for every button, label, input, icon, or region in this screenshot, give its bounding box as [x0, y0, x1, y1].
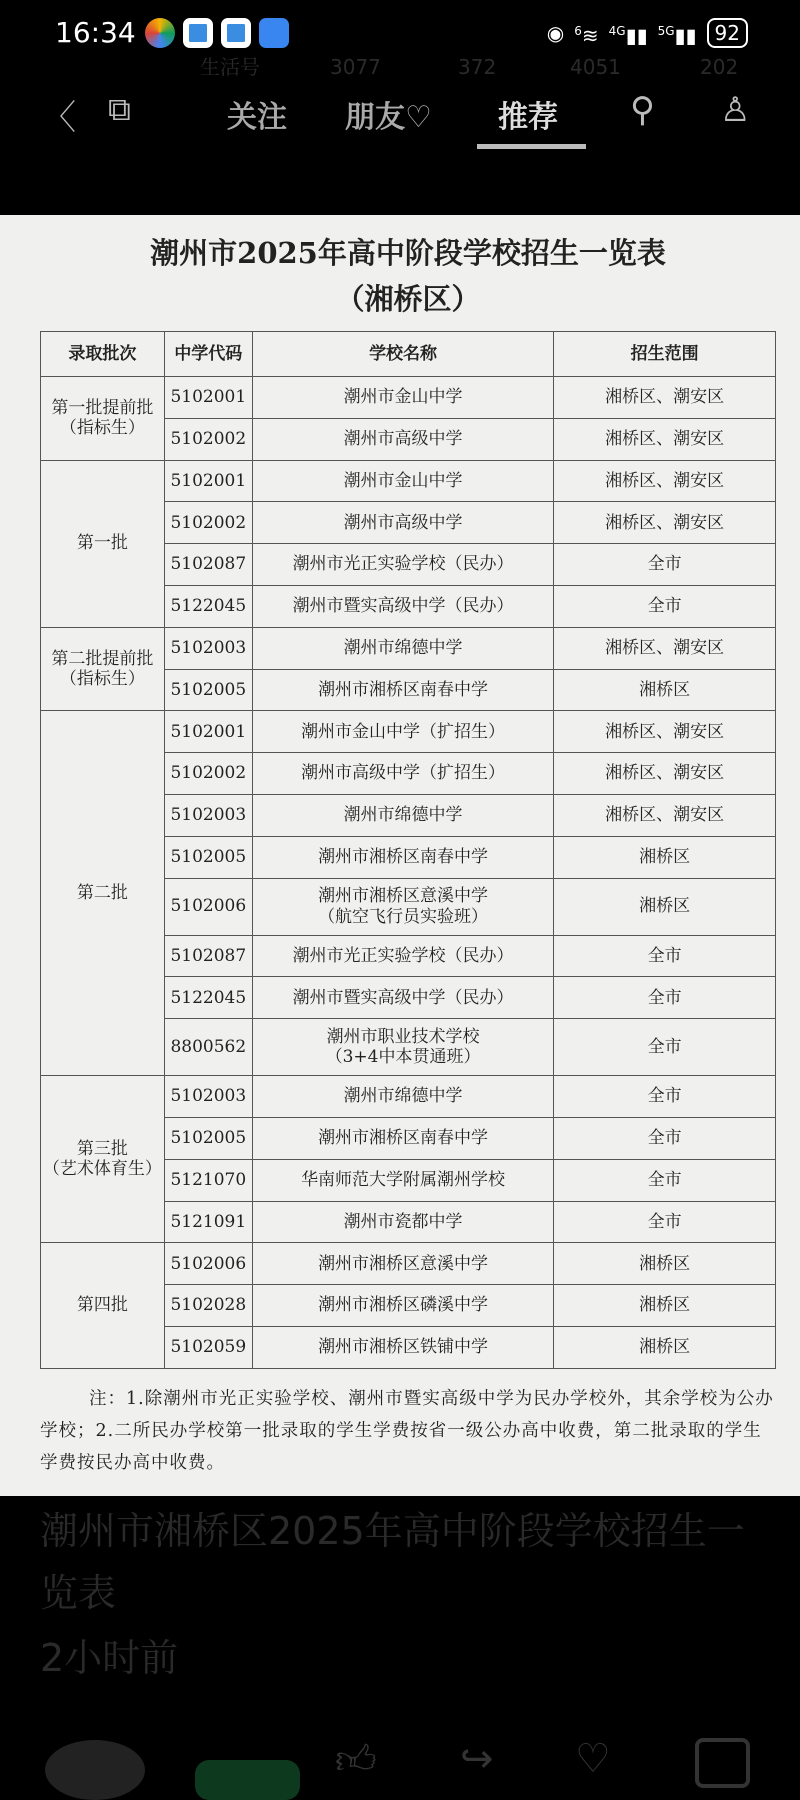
school-cell: 华南师范大学附属潮州学校: [252, 1159, 554, 1201]
school-cell: 潮州市光正实验学校（民办）: [252, 544, 554, 586]
profile-icon[interactable]: ♙: [720, 90, 751, 130]
school-cell: 潮州市高级中学: [252, 502, 554, 544]
system-icons: [547, 18, 748, 49]
notification-icons: [145, 18, 289, 48]
school-cell: 潮州市瓷都中学: [252, 1201, 554, 1243]
signal-5g-icon: $^{5G}$▮▮: [657, 23, 697, 48]
document-title: 潮州市2025年高中阶段学校招生一览表: [150, 236, 666, 270]
signal-4g-icon: $^{4G}$▮▮: [608, 23, 648, 48]
table-note: 注：1.除潮州市光正实验学校、潮州市暨实高级中学为民办学校外，其余学校为公办学校；2.二所民办学校第一批录取的学生学费按省一级公办高中收费，第二批录取的学生学费按民办高中收费。: [40, 1388, 774, 1473]
school-cell: 潮州市光正实验学校（民办）: [252, 935, 554, 977]
honor-store-notification-icon: [259, 18, 289, 48]
code-cell: 5102005: [164, 669, 252, 711]
range-cell: 湘桥区: [554, 1326, 776, 1368]
code-cell: 5102005: [164, 836, 252, 878]
school-cell: 潮州市金山中学: [252, 377, 554, 419]
school-cell: 潮州市绵德中学: [252, 1076, 554, 1118]
devices-icon[interactable]: ⧉: [108, 90, 131, 128]
share-icon[interactable]: ↪: [460, 1736, 494, 1782]
search-icon[interactable]: ⚲: [630, 90, 655, 130]
range-cell: 全市: [554, 1117, 776, 1159]
code-cell: 5122045: [164, 585, 252, 627]
range-cell: 全市: [554, 1201, 776, 1243]
code-cell: 5102028: [164, 1285, 252, 1327]
clock: 16:34: [55, 16, 136, 49]
school-cell: 潮州市高级中学（扩招生）: [252, 753, 554, 795]
range-cell: 湘桥区、潮安区: [554, 627, 776, 669]
code-cell: 8800562: [164, 1019, 252, 1076]
school-cell: 潮州市湘桥区意溪中学 （航空飞行员实验班）: [252, 878, 554, 935]
favorite-icon[interactable]: ♡: [575, 1736, 611, 1782]
ghost-author-name: 生活号: [200, 55, 260, 79]
batch-cell: 第一批提前批 （指标生）: [41, 377, 165, 461]
range-cell: 湘桥区、潮安区: [554, 711, 776, 753]
range-cell: 湘桥区: [554, 669, 776, 711]
browser-notification-icon: [221, 18, 251, 48]
range-cell: 湘桥区: [554, 1285, 776, 1327]
ghost-share-count: 372: [458, 55, 497, 79]
follow-button[interactable]: [195, 1760, 300, 1800]
school-cell: 潮州市暨实高级中学（民办）: [252, 977, 554, 1019]
ghost-like-count: 3077: [330, 55, 381, 79]
code-cell: 5102006: [164, 878, 252, 935]
table-row: [41, 1243, 776, 1285]
app-notification-icon: [145, 18, 175, 48]
battery-indicator: 92: [707, 18, 748, 48]
school-cell: 潮州市高级中学: [252, 418, 554, 460]
range-cell: 全市: [554, 1076, 776, 1118]
table-row: [41, 711, 776, 753]
code-cell: 5102002: [164, 502, 252, 544]
code-cell: 5102003: [164, 627, 252, 669]
status-bar: [0, 14, 800, 54]
post-caption: 潮州市湘桥区2025年高中阶段学校招生一览表: [40, 1509, 745, 1615]
school-cell: 潮州市绵德中学: [252, 627, 554, 669]
code-cell: 5102003: [164, 1076, 252, 1118]
code-cell: 5102002: [164, 418, 252, 460]
school-cell: 潮州市湘桥区意溪中学: [252, 1243, 554, 1285]
range-cell: 湘桥区: [554, 836, 776, 878]
header-batch: 录取批次: [41, 332, 165, 377]
school-cell: 潮州市金山中学（扩招生）: [252, 711, 554, 753]
post-image[interactable]: [0, 215, 800, 1496]
ghost-comment-count: 202: [700, 55, 739, 79]
tab-recommend[interactable]: 推荐: [498, 100, 558, 135]
batch-cell: 第二批: [41, 711, 165, 1076]
table-row: [41, 1076, 776, 1118]
back-icon[interactable]: 〈: [42, 98, 76, 138]
school-cell: 潮州市湘桥区铁铺中学: [252, 1326, 554, 1368]
code-cell: 5102001: [164, 377, 252, 419]
enrollment-table: [40, 331, 776, 1369]
header-code: 中学代码: [164, 332, 252, 377]
code-cell: 5102087: [164, 935, 252, 977]
range-cell: 湘桥区、潮安区: [554, 753, 776, 795]
code-cell: 5102001: [164, 711, 252, 753]
batch-cell: 第一批: [41, 460, 165, 627]
code-cell: 5102006: [164, 1243, 252, 1285]
school-cell: 潮州市暨实高级中学（民办）: [252, 585, 554, 627]
school-cell: 潮州市湘桥区南春中学: [252, 836, 554, 878]
batch-cell: 第三批 （艺术体育生）: [41, 1076, 165, 1243]
comment-icon[interactable]: [695, 1738, 750, 1788]
school-cell: 潮州市职业技术学校 （3+4中本贯通班）: [252, 1019, 554, 1076]
document-subtitle: （湘桥区）: [335, 282, 481, 316]
range-cell: 湘桥区、潮安区: [554, 460, 776, 502]
code-cell: 5102001: [164, 460, 252, 502]
table-row: [41, 460, 776, 502]
range-cell: 湘桥区: [554, 1243, 776, 1285]
code-cell: 5102003: [164, 794, 252, 836]
range-cell: 湘桥区: [554, 878, 776, 935]
tab-friends[interactable]: 朋友♡: [345, 100, 432, 135]
eye-icon: ◉: [546, 21, 565, 46]
school-cell: 潮州市湘桥区磷溪中学: [252, 1285, 554, 1327]
school-cell: 潮州市金山中学: [252, 460, 554, 502]
top-nav: [0, 84, 800, 154]
range-cell: 全市: [554, 977, 776, 1019]
table-row: [41, 627, 776, 669]
browser-notification-icon: [183, 18, 213, 48]
range-cell: 湘桥区、潮安区: [554, 794, 776, 836]
code-cell: 5102087: [164, 544, 252, 586]
range-cell: 湘桥区、潮安区: [554, 377, 776, 419]
school-cell: 潮州市绵德中学: [252, 794, 554, 836]
header-school: 学校名称: [252, 332, 554, 377]
bottom-action-bar: [0, 1736, 800, 1783]
code-cell: 5102005: [164, 1117, 252, 1159]
ghost-fav-count: 4051: [570, 55, 621, 79]
range-cell: 湘桥区、潮安区: [554, 502, 776, 544]
table-header-row: [41, 332, 776, 377]
range-cell: 全市: [554, 1019, 776, 1076]
range-cell: 全市: [554, 544, 776, 586]
batch-cell: 第四批: [41, 1243, 165, 1368]
code-cell: 5121070: [164, 1159, 252, 1201]
active-tab-indicator: [477, 144, 586, 149]
code-cell: 5121091: [164, 1201, 252, 1243]
header-range: 招生范围: [554, 332, 776, 377]
post-time: 2小时前: [40, 1636, 179, 1680]
avatar[interactable]: [45, 1740, 145, 1800]
school-cell: 潮州市湘桥区南春中学: [252, 669, 554, 711]
code-cell: 5102059: [164, 1326, 252, 1368]
school-cell: 潮州市湘桥区南春中学: [252, 1117, 554, 1159]
range-cell: 全市: [554, 935, 776, 977]
tab-follow[interactable]: 关注: [227, 100, 287, 135]
wifi-icon: $^6$≋: [574, 23, 599, 48]
range-cell: 湘桥区、潮安区: [554, 418, 776, 460]
range-cell: 全市: [554, 1159, 776, 1201]
code-cell: 5102002: [164, 753, 252, 795]
batch-cell: 第二批提前批 （指标生）: [41, 627, 165, 711]
like-icon[interactable]: 👍︎: [335, 1737, 377, 1783]
table-row: [41, 377, 776, 419]
range-cell: 全市: [554, 585, 776, 627]
code-cell: 5122045: [164, 977, 252, 1019]
